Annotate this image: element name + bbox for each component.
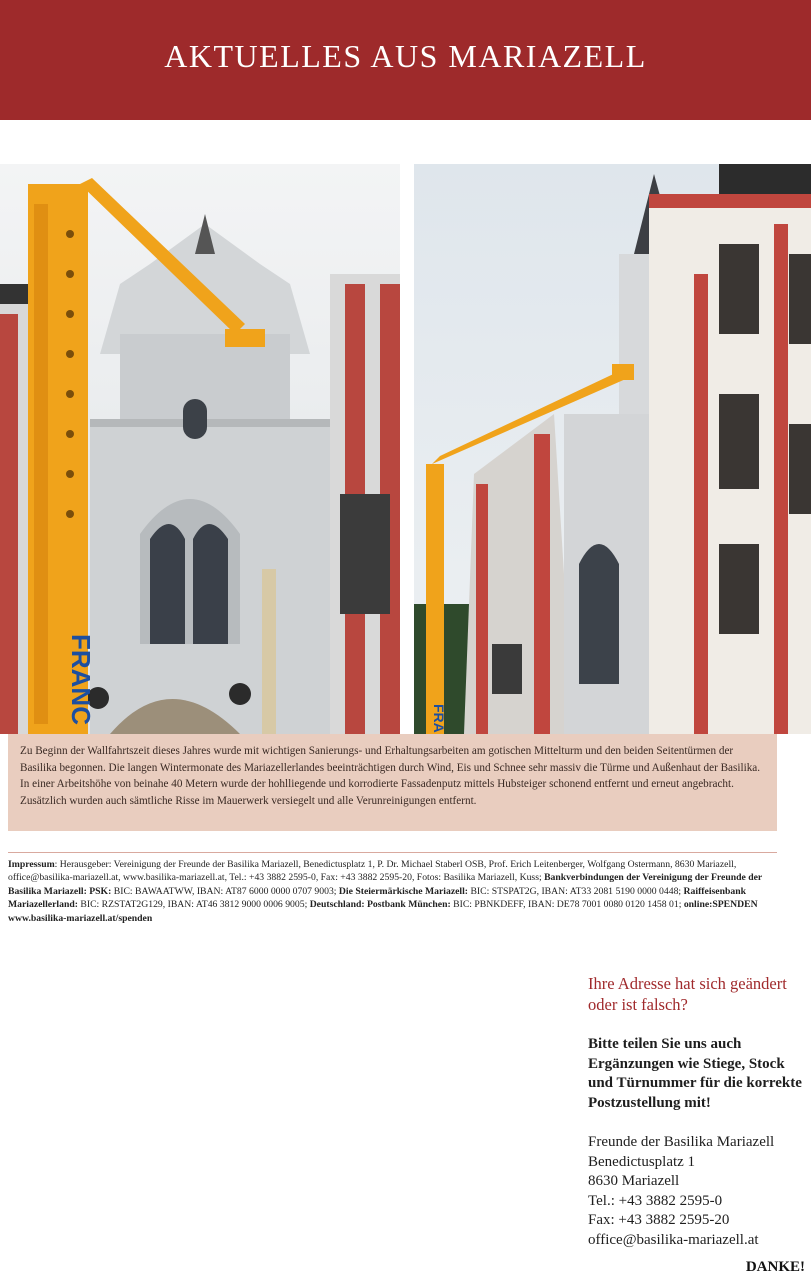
bank-de-label: Deutschland: Postbank München: (309, 899, 451, 911)
bank-de: BIC: PBNKDEFF, IBAN: DE78 7001 0080 0120 1458 01; (450, 899, 684, 911)
crane-brand-text-right: FRA (431, 704, 447, 733)
caption-box (8, 734, 777, 831)
page-title: AKTUELLES AUS MARIAZELL (164, 38, 647, 74)
online-donation-link: online:SPENDEN www.basilika-mariazell.at/spenden (8, 899, 758, 924)
divider (8, 852, 777, 853)
address-change-box (588, 973, 803, 1250)
thanks-text: DANKE! (745, 1259, 805, 1275)
contact-fax: Fax: +43 3882 2595-20 (588, 1212, 730, 1229)
basilica-facade-photo-right (414, 164, 811, 734)
contact-line: 8630 Mariazell (588, 1173, 680, 1190)
bank-heading: Bankverbindungen der Vereinigung der Freunde der Basilika Mariazell: PSK: (8, 872, 763, 897)
contact-line: Freunde der Basilika Mariazell (588, 1134, 775, 1151)
basilica-tower-photo-left (0, 164, 400, 734)
bank-psk: BIC: BAWAATWW, IBAN: AT87 6000 0000 0707 9003; (111, 885, 339, 897)
bank-raiff-label: Raiffeisenbank Mariazellerland: (8, 885, 746, 911)
contact-line: Benedictusplatz 1 (588, 1153, 696, 1170)
header-banner (0, 0, 811, 120)
contact-email: office@basilika-mariazell.at (588, 1231, 759, 1248)
address-note: Bitte teilen Sie uns auch Ergänzungen wie Stiege, Stock und Türnummer für die korrekte Postzustellung mit! (588, 1036, 802, 1111)
contact-phone: Tel.: +43 3882 2595-0 (588, 1192, 723, 1209)
bank-raiff: BIC: RZSTAT2G129, IBAN: AT46 3812 9000 0006 9005; (77, 899, 310, 911)
impressum-text: : Herausgeber: Vereinigung der Freunde der Basilika Mariazell, Benedictusplatz 1, P. Dr. Michael Staberl OSB, Prof. Erich Leitenberger, Wolfgang Ostermann, 8630 Mariazell, office@basilika-mariazell.at, www.basilika-mariazell.at, Tel.: +43 3882 2595-0, Fax: +43 3882 2595-20, Fotos: Basilika Mariazell, Kuss; (8, 859, 737, 884)
impressum-block (8, 858, 778, 925)
bank-stmk: BIC: STSPAT2G, IBAN: AT33 2081 5190 0000 0448; (468, 885, 684, 897)
contact-address (588, 1133, 803, 1250)
impressum-label: Impressum (8, 859, 55, 870)
caption-text: Zu Beginn der Wallfahrtszeit dieses Jahres wurde mit wichtigen Sanierungs- und Erhaltungsarbeiten am gotischen Mittelturm und den beiden Seitentürmen der Basilika begonnen. Die langen Wintermonate des Mariazellerlandes beeinträchtigen durch Wind, Eis und Schnee sehr massiv die Türme und Außenhaut der Basilika. In einer Arbeitshöhe von beinahe 40 Metern wurde der hohlliegende und korrodierte Fassadenputz mittels Hubsteiger schonend entfernt und erneut angebracht. Zusätzlich wurden auch sämtliche Risse im Mauerwerk versiegelt und alle Verunreinigungen entfernt. (20, 745, 761, 807)
address-heading: Ihre Adresse hat sich geändert oder ist falsch? (588, 974, 787, 1014)
bank-stmk-label: Die Steiermärkische Mariazell: (338, 885, 469, 897)
crane-brand-text-left: FRANC (66, 634, 96, 725)
